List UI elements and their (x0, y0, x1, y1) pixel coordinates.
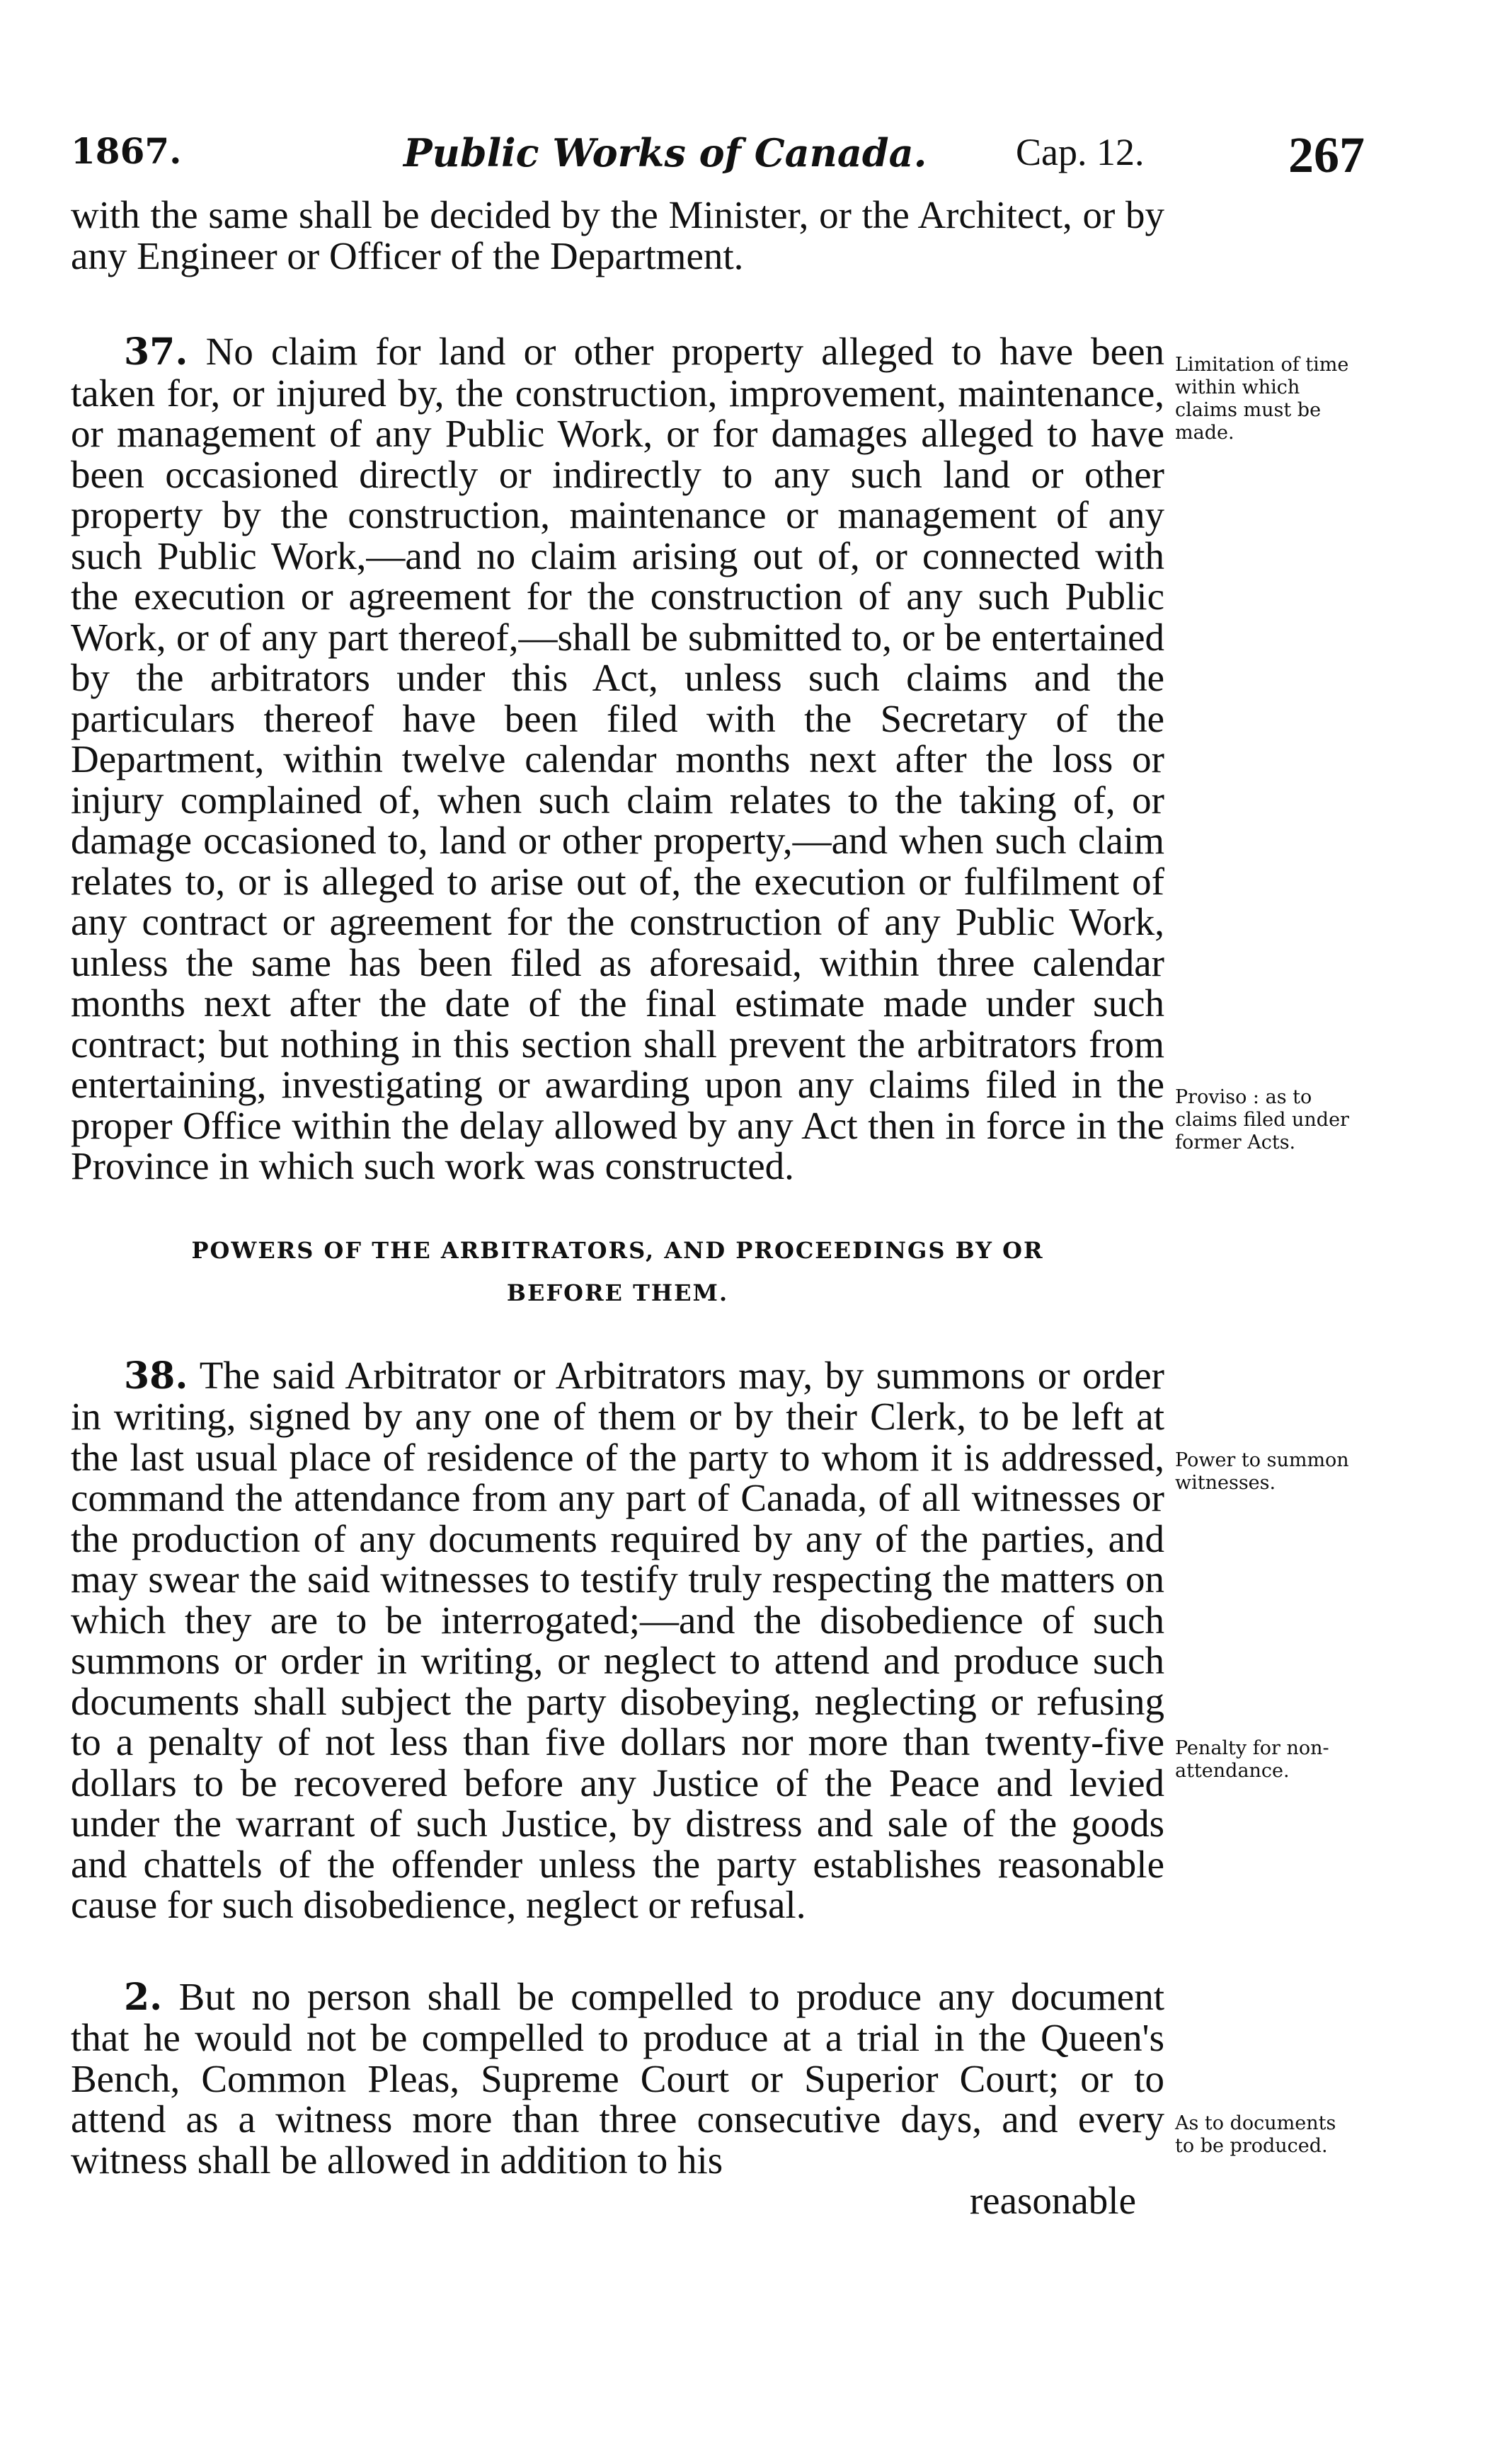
section-38 (71, 1355, 1164, 1925)
margin-note-limitation: Limitation of time within which claims must be made. (1175, 354, 1349, 444)
section-heading (71, 1229, 1164, 1314)
section-heading-line-2: BEFORE THEM. (506, 1279, 729, 1306)
header-year: 1867. (71, 130, 182, 172)
running-header (71, 126, 1458, 190)
margin-note-power-summon: Power to summon witnesses. (1175, 1449, 1349, 1494)
section-38-text: The said Arbitrator or Arbitrators may, by summons or order in writing, signed by any one of them or by their Clerk, to be left at the last usual place of residence of the party to whom it is addressed, command the attendance from any part of Canada, of all witnesses or the production of any documents required by any of the parties, and may swear the said witnesses to testify truly respecting the matters on which they are to be interrogated;—and the disobedience of such summons or order in writing, or neglect to attend and produce such documents shall subject the party disobeying, neglecting or refusing to a penalty of not less than five dollars nor more than twenty-five dollars to be recovered before any Justice of the Peace and levied under the warrant of such Justice, by distress and sale of the goods and chattels of the offender unless the party establishes reasonable cause for such disobedience, neglect or refusal. (71, 1353, 1164, 1926)
header-chapter: Cap. 12. (1016, 131, 1145, 173)
section-37 (71, 331, 1164, 1187)
section-37-number: 37. (124, 330, 188, 374)
page-number: 267 (1288, 127, 1365, 183)
subsection-2-text: But no person shall be compelled to produce any document that he would not be compelled to produce at a trial in the Queen's Bench, Common Pleas, Supreme Court or Superior Court; or to attend as a witness more than three consecutive days, and every witness shall be allowed in addition to his (71, 1974, 1164, 2182)
margin-note-documents: As to documents to be produced. (1175, 2112, 1336, 2157)
catchword: reasonable (969, 2179, 1136, 2222)
body-text (71, 195, 1164, 2221)
section-37-text: No claim for land or other property alleged to have been taken for, or injured by, the construction, improvement, maintenance, or management of any Public Work, or for damages alleged to have been occasioned directly or indirectly to any such land or other property by the construction, maintenance or management of any such Public Work,—and no claim arising out of, or connected with the execution or agreement for the construction of any such Public Work, or of any part thereof,—shall be submitted to, or be entertained by the arbitrators under this Act, unless such claims and the particulars thereof have been filed with the Secretary of the Department, within twelve calendar months next after the loss or injury complained of, when such claim relates to the taking of, or damage occasioned to, land or other property,—and when such claim relates to, or is alleged to arise out of, the execution or fulfilment of any contract or agreement for the construction of any Public Work, unless the same has been filed as aforesaid, within three calendar months next after the date of the final estimate made under such contract; but nothing in this section shall prevent the arbitrators from entertaining, investigating or awarding upon any claims filed in the proper Office within the delay allowed by any Act then in force in the Province in which such work was constructed. (71, 330, 1165, 1187)
subsection-2-number: 2. (124, 1975, 163, 2019)
header-title: Public Works of Canada. (403, 130, 927, 175)
margin-note-penalty: Penalty for non-attendance. (1175, 1737, 1329, 1782)
section-heading-line-1: POWERS OF THE ARBITRATORS, AND PROCEEDINGS BY OR (191, 1236, 1044, 1264)
continuation-paragraph: with the same shall be decided by the Minister, or the Architect, or by any Engineer or Officer of the Department. (71, 193, 1164, 277)
margin-note-proviso: Proviso : as to claims filed under former Acts. (1175, 1086, 1349, 1153)
section-38-number: 38. (124, 1354, 188, 1398)
section-38-subsection-2 (71, 1976, 1164, 2181)
